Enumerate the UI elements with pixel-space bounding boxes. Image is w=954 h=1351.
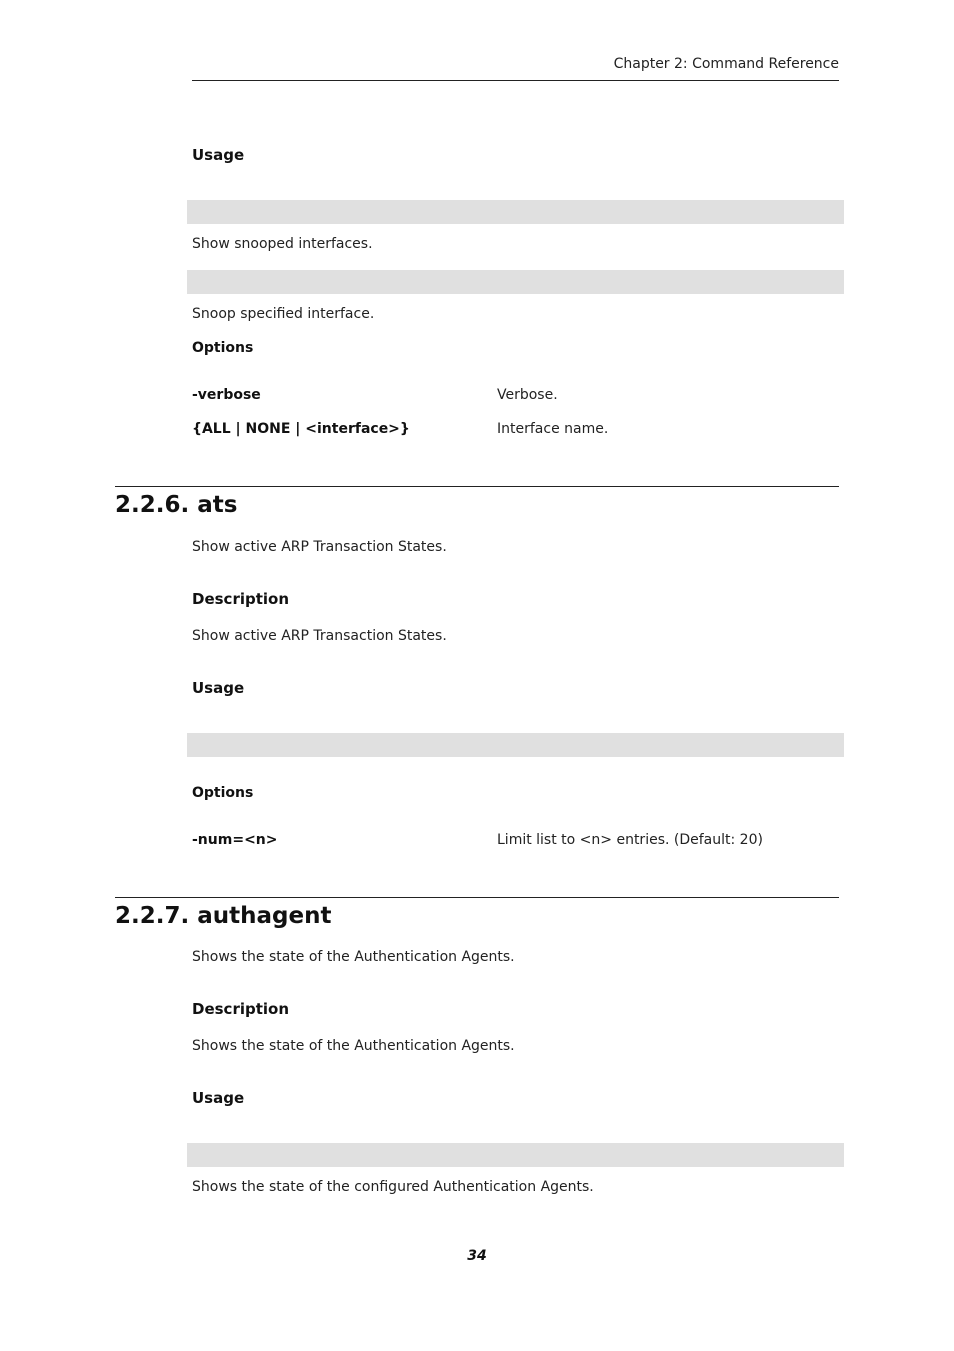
- usage-description: Show snooped interfaces.: [192, 236, 373, 252]
- section-description: Shows the state of the Authentication Agents.: [192, 1038, 515, 1054]
- option-name: {ALL | NONE | <interface>}: [192, 421, 410, 437]
- section-description: Show active ARP Transaction States.: [192, 628, 447, 644]
- header-divider: [192, 80, 839, 81]
- description-heading: Description: [192, 1000, 290, 1018]
- section-title-ats: 2.2.6. ats: [115, 492, 238, 518]
- usage-description: Shows the state of the configured Authentication Agents.: [192, 1179, 594, 1195]
- section-divider: [115, 486, 839, 487]
- code-block: [187, 733, 844, 757]
- option-name: -num=<n>: [192, 832, 278, 848]
- running-header: Chapter 2: Command Reference: [613, 56, 839, 72]
- section-title-authagent: 2.2.7. authagent: [115, 903, 332, 929]
- option-name: -verbose: [192, 387, 261, 403]
- usage-heading: Usage: [192, 146, 245, 164]
- usage-heading: Usage: [192, 679, 245, 697]
- section-divider: [115, 897, 839, 898]
- options-heading: Options: [192, 785, 254, 801]
- code-block: [187, 1143, 844, 1167]
- option-description: Limit list to <n> entries. (Default: 20): [497, 832, 763, 848]
- usage-heading: Usage: [192, 1089, 245, 1107]
- description-heading: Description: [192, 590, 290, 608]
- options-heading: Options: [192, 340, 254, 356]
- usage-description: Snoop specified interface.: [192, 306, 375, 322]
- page-number: 34: [467, 1248, 487, 1264]
- code-block: [187, 270, 844, 294]
- option-description: Interface name.: [497, 421, 609, 437]
- code-block: [187, 200, 844, 224]
- section-summary: Shows the state of the Authentication Agents.: [192, 949, 515, 965]
- option-description: Verbose.: [497, 387, 558, 403]
- section-summary: Show active ARP Transaction States.: [192, 539, 447, 555]
